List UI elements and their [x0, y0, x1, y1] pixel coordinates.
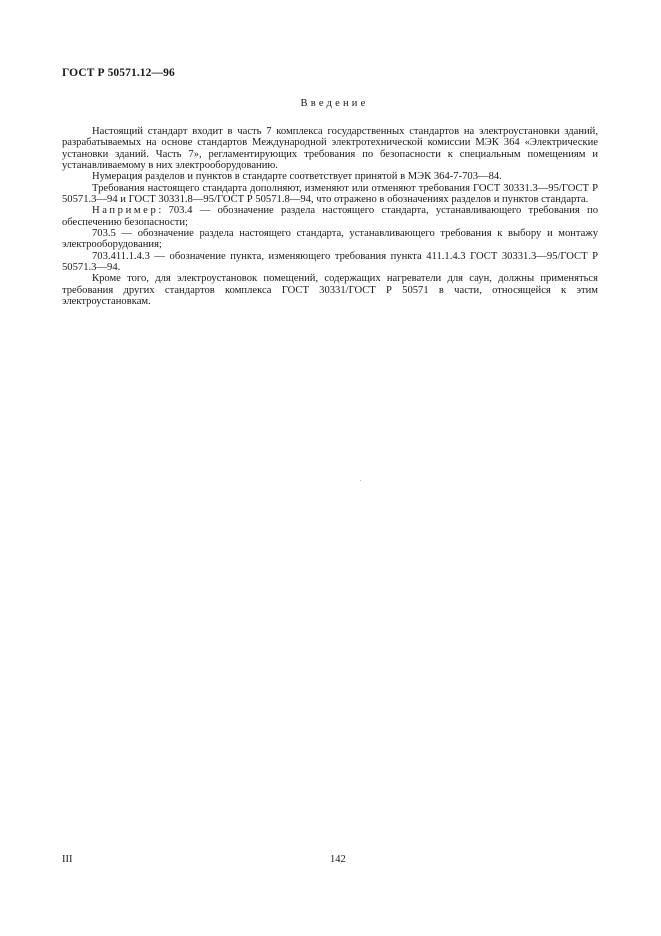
paragraph-numbering: Нумерация разделов и пунктов в стандарте соответствует принятой в МЭК 364-7-703—84. — [92, 171, 502, 183]
paragraph-example-703-5: 703.5 — обозначение раздела настоящего стандарта, устанавливающего требования к выбору и монтажу электрооборудования; — [62, 228, 598, 251]
paragraph-example — [62, 205, 598, 228]
paragraph-example-703-411: 703.411.1.4.3 — обозначение пункта, изменяющего требования пункта 411.1.4.3 ГОСТ 30331.3—95/ГОСТ Р 50571.3—94. — [62, 250, 598, 274]
roman-page-number: III — [62, 854, 73, 865]
standard-code-header: ГОСТ Р 50571.12—96 — [62, 67, 175, 79]
example-text: : 703.4 — обозначение раздела настоящего стандарта, устанавливающего требования по обеспечению безопасности; — [62, 205, 598, 228]
page-number: 142 — [330, 854, 346, 865]
paragraph-scope: Настоящий стандарт входит в часть 7 комплекса государственных стандартов на электроустановки зданий, разрабатываемых на основе стандартов Международной электротехнической комиссии МЭК 364 «Электрические установки зданий. Часть 7», регламентирующих требования по безопасности к специальным помещениям и устанавливаемому в них электрооборудованию. — [62, 126, 598, 172]
paragraph-requirements: Требования настоящего стандарта дополняют, изменяют или отменяют требования ГОСТ 30331.3—95/ГОСТ Р 50571.3—94 и ГОСТ 30331.8—95/ГОСТ Р 50571.8—94, что отражено в обозначениях разделов и пунктов стандарта. — [62, 182, 598, 206]
section-title: Введение — [300, 98, 369, 109]
paragraph-additional: Кроме того, для электроустановок помещений, содержащих нагреватели для саун, должны применяться требования других стандартов комплекса ГОСТ 30331/ГОСТ Р 50571 в части, относящейся к этим электроустановкам. — [62, 273, 598, 308]
introduction-body — [62, 126, 598, 308]
scan-artifact — [360, 480, 361, 481]
example-lead-word: Например — [92, 205, 159, 217]
